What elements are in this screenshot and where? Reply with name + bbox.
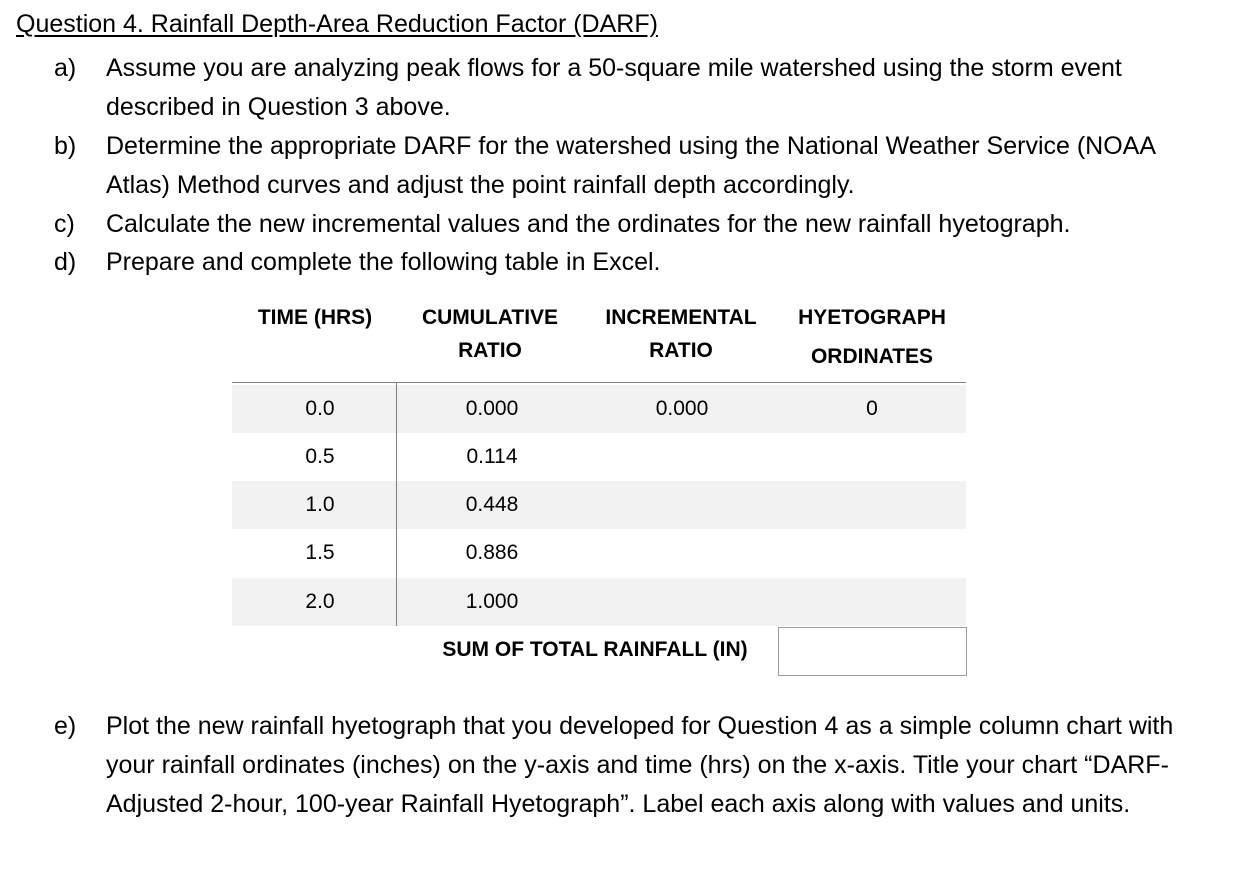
incremental-cell <box>632 433 732 481</box>
cumulative-cell: 0.448 <box>465 493 519 516</box>
time-cell: 2.0 <box>305 590 335 613</box>
ordinate-cell <box>822 529 922 577</box>
ordinate-cell: 0 <box>866 397 878 420</box>
header-incremental-line1: INCREMENTAL <box>605 306 757 329</box>
table-row <box>232 433 966 481</box>
sum-total-rainfall-box[interactable] <box>778 627 967 676</box>
table-row <box>232 529 966 577</box>
incremental-cell <box>632 529 732 577</box>
cumulative-cell: 1.000 <box>465 590 519 613</box>
time-cell: 0.5 <box>305 445 335 468</box>
table-header-divider <box>232 382 966 383</box>
time-cell: 1.5 <box>305 541 335 564</box>
table-row <box>232 385 966 433</box>
item-a <box>54 49 1174 127</box>
table-column-divider <box>396 382 397 626</box>
header-cumulative-line1: CUMULATIVE <box>421 306 559 329</box>
header-incremental-line2: RATIO <box>649 339 713 362</box>
header-cumulative-line2: RATIO <box>458 339 522 362</box>
header-hyetograph-line1: HYETOGRAPH <box>798 306 946 329</box>
item-a-text: Assume you are analyzing peak flows for a 50-square mile watershed using the storm event described in Question 3 above. <box>106 54 1122 121</box>
item-e-text: Plot the new rainfall hyetograph that you developed for Question 4 as a simple column chart with your rainfall ordinates (inches) on the y-axis and time (hrs) on the x-axis. Title your chart “DARF-Adjusted 2-hour, 100-year Rainfall Hyetograph”. Label each axis along with values and units. <box>106 712 1174 818</box>
item-d <box>54 243 1174 282</box>
time-cell: 0.0 <box>305 397 335 420</box>
header-time-line1: TIME (HRS) <box>257 306 373 329</box>
header-hyetograph <box>782 306 962 369</box>
item-b-marker: b) <box>54 132 77 160</box>
time-cell: 1.0 <box>305 493 335 516</box>
header-hyetograph-line2: ORDINATES <box>810 345 934 368</box>
item-d-text: Prepare and complete the following table in Excel. <box>106 248 661 276</box>
cumulative-cell: 0.000 <box>465 397 519 420</box>
item-c-marker: c) <box>54 210 75 238</box>
question-heading: Question 4. Rainfall Depth-Area Reduction Factor (DARF) <box>16 10 658 38</box>
header-incremental <box>590 306 772 363</box>
cumulative-cell: 0.114 <box>466 445 518 468</box>
cumulative-cell: 0.886 <box>465 541 519 564</box>
item-a-marker: a) <box>54 54 77 82</box>
item-c <box>54 205 1234 244</box>
table-row <box>232 481 966 529</box>
item-d-marker: d) <box>54 248 77 276</box>
incremental-cell <box>632 481 732 529</box>
ordinate-cell <box>822 481 922 529</box>
item-e-marker: e) <box>54 712 77 740</box>
header-cumulative <box>405 306 575 363</box>
item-c-text: Calculate the new incremental values and the ordinates for the new rainfall hyetograph. <box>106 210 1071 238</box>
incremental-cell: 0.000 <box>655 397 709 420</box>
header-time <box>240 306 390 330</box>
ordinate-cell <box>822 433 922 481</box>
item-b <box>54 127 1194 205</box>
item-b-text: Determine the appropriate DARF for the watershed using the National Weather Service (NOAA Atlas) Method curves and adjust the point rainfall depth accordingly. <box>106 132 1155 199</box>
table-row <box>232 578 966 626</box>
sum-total-rainfall-label: SUM OF TOTAL RAINFALL (IN) <box>442 638 748 661</box>
incremental-cell <box>632 578 732 626</box>
item-e <box>54 707 1194 824</box>
ordinate-cell <box>822 578 922 626</box>
